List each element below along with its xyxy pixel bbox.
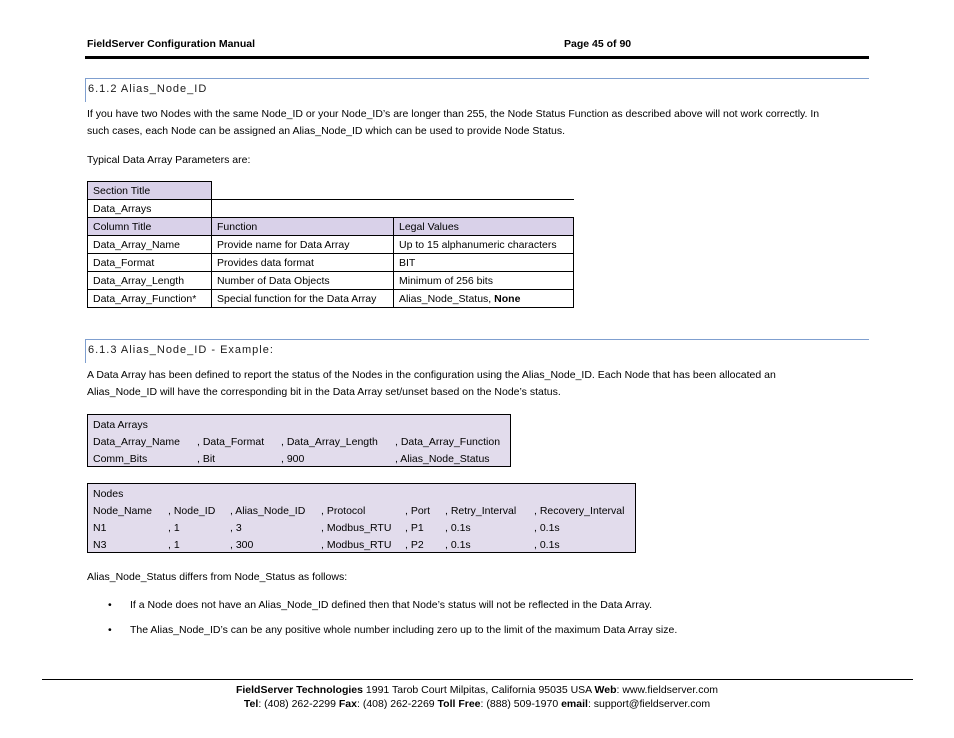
table-cell: Data_Array_Length — [88, 272, 212, 290]
table-row — [88, 236, 574, 254]
list-item: • The Alias_Node_ID’s can be any positive whole number including zero up to the limit of the maximum Data Array size. — [108, 622, 868, 647]
footer-email-value: : support@fieldserver.com — [587, 698, 711, 710]
intro-line-1: A Data Array has been defined to report the status of the Nodes in the configuration using the Alias_Node_ID. Each Node that has been allocated an — [87, 369, 776, 381]
box-data-row: N3 , 1 , 300 , Modbus_RTU , P2 , 0.1s , 0.1s — [93, 539, 560, 551]
manual-title: FieldServer Configuration Manual — [87, 38, 256, 50]
footer-line-1 — [0, 683, 954, 697]
typical-parameters-label: Typical Data Array Parameters are: — [87, 154, 251, 166]
box-header-row: Node_Name , Node_ID , Alias_Node_ID , Protocol , Port , Retry_Interval , Recovery_Interval — [93, 505, 625, 517]
table-cell — [394, 290, 574, 308]
footer-tollfree-value: : (888) 509-1970 — [480, 698, 562, 710]
table-row — [88, 272, 574, 290]
data-arrays-example-box — [87, 414, 511, 467]
nodes-example-box — [87, 483, 636, 553]
bullet-icon: • — [108, 599, 112, 611]
section-heading-6-1-3: 6.1.3 Alias_Node_ID - Example: — [85, 339, 869, 363]
data-array-parameters-table — [87, 181, 574, 308]
page-header — [87, 38, 869, 58]
column-header: Column Title — [88, 218, 212, 236]
table-cell: Up to 15 alphanumeric characters — [394, 236, 574, 254]
box-title: Nodes — [93, 488, 124, 500]
table-cell: Data_Array_Function* — [88, 290, 212, 308]
footer-line-2 — [0, 697, 954, 711]
table-row — [88, 290, 574, 308]
footer-address: 1991 Tarob Court Milpitas, California 95035 USA — [362, 684, 595, 696]
section-title-label: Section Title — [88, 182, 212, 200]
footer-email-label: email — [561, 698, 588, 710]
table-row — [88, 254, 574, 272]
differences-list — [108, 597, 868, 647]
footer-fax-value: : (408) 262-2269 — [356, 698, 438, 710]
box-title: Data Arrays — [93, 419, 148, 431]
intro-line-2: Alias_Node_ID will have the corresponding bit in the Data Array set/unset based on the Node’s status. — [87, 386, 561, 398]
default-value: None — [494, 292, 521, 305]
table-cell: Provides data format — [212, 254, 394, 272]
box-header-row: Data_Array_Name , Data_Format , Data_Array_Length , Data_Array_Function — [93, 436, 501, 448]
section-heading-6-1-2: 6.1.2 Alias_Node_ID — [85, 78, 869, 102]
box-data-row: Comm_Bits , Bit , 900 , Alias_Node_Status — [93, 453, 490, 465]
footer-company: FieldServer Technologies — [235, 684, 363, 696]
footer-fax-label: Fax — [338, 698, 357, 710]
table-header-row — [88, 218, 574, 236]
bullet-icon: • — [108, 624, 112, 636]
footer-tel-value: : (408) 262-2299 — [258, 698, 339, 710]
table-cell: Data_Array_Name — [88, 236, 212, 254]
table-cell: Minimum of 256 bits — [394, 272, 574, 290]
box-data-row: N1 , 1 , 3 , Modbus_RTU , P1 , 0.1s , 0.1s — [93, 522, 560, 534]
table-cell: Data_Format — [88, 254, 212, 272]
intro-line-2: such cases, each Node can be assigned an Alias_Node_ID which can be used to provide Node Status. — [87, 125, 566, 137]
list-item: • If a Node does not have an Alias_Node_ID defined then that Node’s status will not be reflected in the Data Array. — [108, 597, 868, 622]
header-rule — [85, 56, 869, 59]
footer-tollfree-label: Toll Free — [437, 698, 481, 710]
column-header: Function — [212, 218, 394, 236]
footer-rule — [42, 679, 913, 680]
table-cell: BIT — [394, 254, 574, 272]
section-613-intro — [87, 367, 867, 401]
intro-line-1: If you have two Nodes with the same Node_ID or your Node_ID’s are longer than 255, the Node Status Function as described above will not work correctly. In — [87, 108, 820, 120]
table-cell: Number of Data Objects — [212, 272, 394, 290]
footer-tel-label: Tel — [243, 698, 259, 710]
section-612-intro — [87, 106, 867, 140]
column-header: Legal Values — [394, 218, 574, 236]
footer-web-value: : www.fieldserver.com — [616, 684, 719, 696]
footer-web-label: Web — [594, 684, 617, 696]
table-cell: Special function for the Data Array — [212, 290, 394, 308]
table-cell: Provide name for Data Array — [212, 236, 394, 254]
page-number: Page 45 of 90 — [564, 38, 632, 50]
section-title-value: Data_Arrays — [88, 200, 212, 218]
differs-text: Alias_Node_Status differs from Node_Status as follows: — [87, 571, 348, 583]
legal-value: Alias_Node_Status, — [399, 292, 495, 305]
